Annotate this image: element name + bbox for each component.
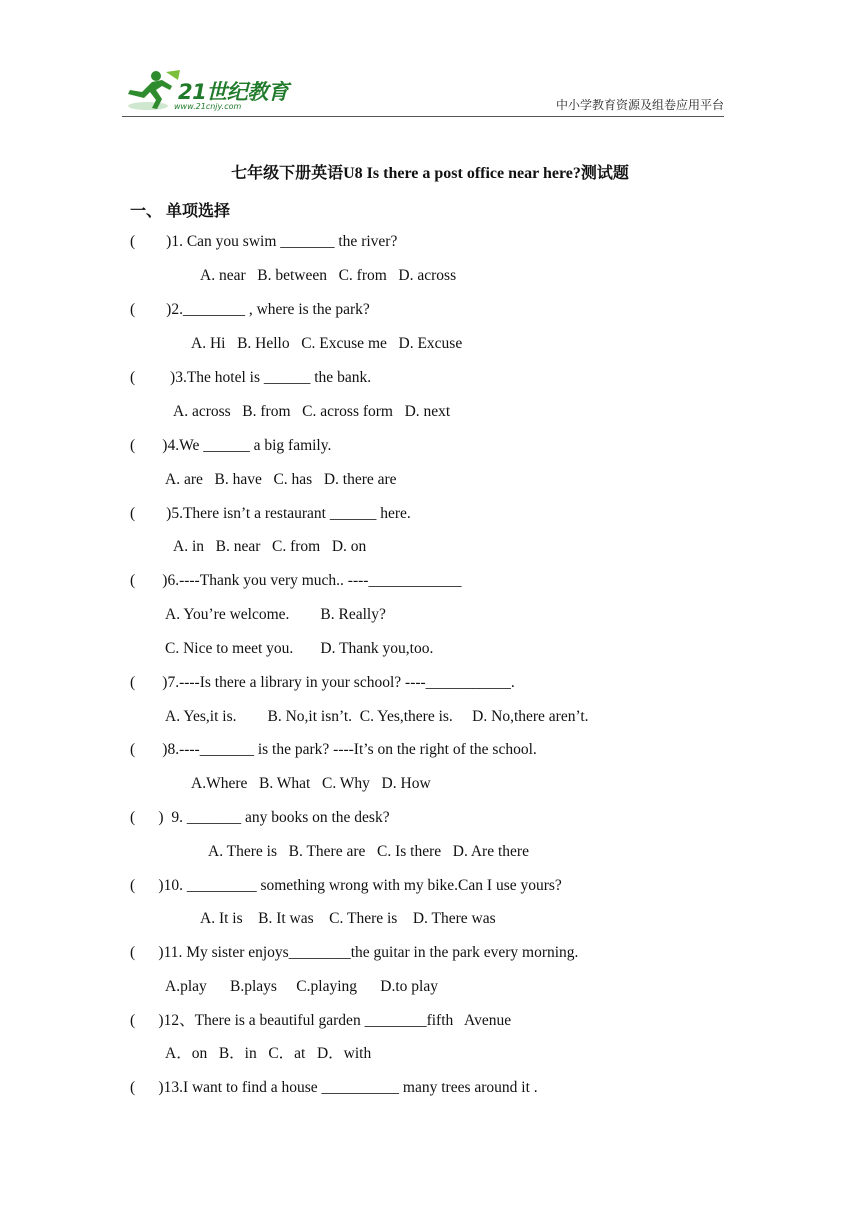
question-5: ( )5.There isn’t a restaurant ______ here.	[130, 505, 411, 522]
question-6: ( )6.----Thank you very much.. ----____________	[130, 572, 462, 589]
question-11: ( )11. My sister enjoys________the guitar in the park every morning.	[130, 944, 579, 961]
options-10: A. It is B. It was C. There is D. There was	[200, 910, 496, 927]
question-9: ( ) 9. _______ any books on the desk?	[130, 809, 390, 826]
options-6a: A. You’re welcome. B. Really?	[165, 606, 386, 623]
options-7: A. Yes,it is. B. No,it isn’t. C. Yes,there is. D. No,there aren’t.	[165, 708, 589, 725]
question-4: ( )4.We ______ a big family.	[130, 437, 332, 454]
options-4: A. are B. have C. has D. there are	[165, 471, 397, 488]
options-3: A. across B. from C. across form D. next	[173, 403, 451, 420]
question-12: ( )12、There is a beautiful garden ________fifth Avenue	[130, 1012, 512, 1029]
logo	[122, 66, 292, 114]
question-3: ( )3.The hotel is ______ the bank.	[130, 369, 372, 386]
question-1: ( )1. Can you swim _______ the river?	[130, 233, 398, 250]
page-title: 七年级下册英语U8 Is there a post office near here?测试题	[231, 165, 629, 182]
logo-url-text: www.21cnjy.com	[174, 102, 242, 111]
options-11: A.play B.plays C.playing D.to play	[165, 978, 438, 995]
options-5: A. in B. near C. from D. on	[173, 538, 367, 555]
question-8: ( )8.----_______ is the park? ----It’s on the right of the school.	[130, 741, 537, 758]
section-heading: 一、 单项选择	[130, 203, 231, 220]
options-2: A. Hi B. Hello C. Excuse me D. Excuse	[191, 335, 463, 352]
question-10: ( )10. _________ something wrong with my bike.Can I use yours?	[130, 877, 562, 894]
logo-main-text: 21世纪教育	[178, 80, 289, 104]
question-2: ( )2.________ , where is the park?	[130, 301, 370, 318]
question-7: ( )7.----Is there a library in your school? ----___________.	[130, 674, 515, 691]
page-header	[122, 66, 724, 117]
options-6b: C. Nice to meet you. D. Thank you,too.	[165, 640, 434, 657]
question-13: ( )13.I want to find a house __________ many trees around it .	[130, 1079, 538, 1096]
options-8: A.Where B. What C. Why D. How	[191, 775, 431, 792]
options-9: A. There is B. There are C. Is there D. Are there	[208, 843, 529, 860]
options-12: A．on B．in C．at D．with	[165, 1045, 372, 1062]
platform-name: 中小学教育资源及组卷应用平台	[555, 98, 724, 112]
options-1: A. near B. between C. from D. across	[200, 267, 457, 284]
